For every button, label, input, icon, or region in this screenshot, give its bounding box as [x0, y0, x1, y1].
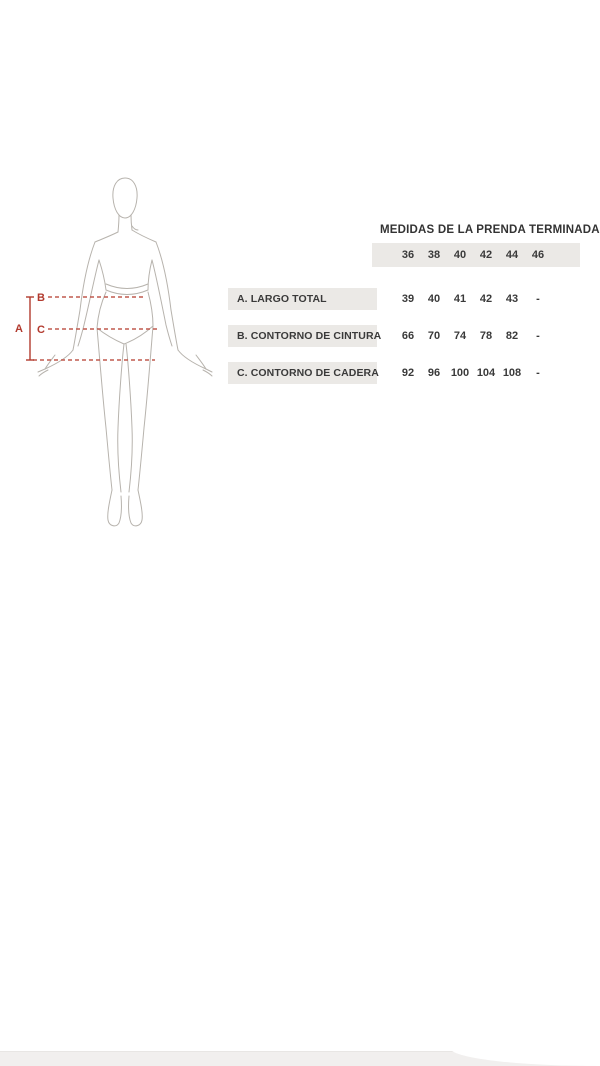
measurement-value: 70: [427, 330, 441, 342]
size-header-row: [372, 243, 580, 267]
measurement-value: -: [536, 293, 540, 305]
measurement-value: -: [536, 330, 540, 342]
measurement-value: -: [536, 367, 540, 379]
row-values-contorno-cintura: [372, 325, 580, 347]
marker-label-c: C: [37, 324, 45, 336]
measurement-value: 104: [476, 367, 496, 379]
measurement-value: 41: [453, 293, 467, 305]
size-header: 40: [453, 249, 467, 261]
measurement-value: 92: [401, 367, 415, 379]
measurement-value: 96: [427, 367, 441, 379]
measurement-value: 78: [479, 330, 493, 342]
measurement-value: 100: [450, 367, 470, 379]
size-header: 46: [531, 249, 545, 261]
size-header: 44: [505, 249, 519, 261]
row-label-largo-total: A. LARGO TOTAL: [228, 288, 377, 310]
measurement-value: 66: [401, 330, 415, 342]
row-label-contorno-cadera: C. CONTORNO DE CADERA: [228, 362, 377, 384]
size-chart-title: MEDIDAS DE LA PRENDA TERMINADA: [380, 224, 600, 236]
measurement-value: 74: [453, 330, 467, 342]
measurement-value: 43: [505, 293, 519, 305]
size-header: 38: [427, 249, 441, 261]
size-header: 36: [401, 249, 415, 261]
marker-label-a: A: [15, 323, 23, 335]
measurement-value: 82: [505, 330, 519, 342]
measurement-value: 42: [479, 293, 493, 305]
measurement-value: 108: [502, 367, 522, 379]
measurement-value: 39: [401, 293, 415, 305]
measurement-value: 40: [427, 293, 441, 305]
marker-label-b: B: [37, 292, 45, 304]
row-values-contorno-cadera: [372, 362, 580, 384]
row-values-largo-total: [372, 288, 580, 310]
size-header: 42: [479, 249, 493, 261]
figure-area: [0, 160, 230, 540]
fashion-figure-sketch: [0, 160, 230, 540]
row-label-contorno-cintura: B. CONTORNO DE CINTURA: [228, 325, 377, 347]
